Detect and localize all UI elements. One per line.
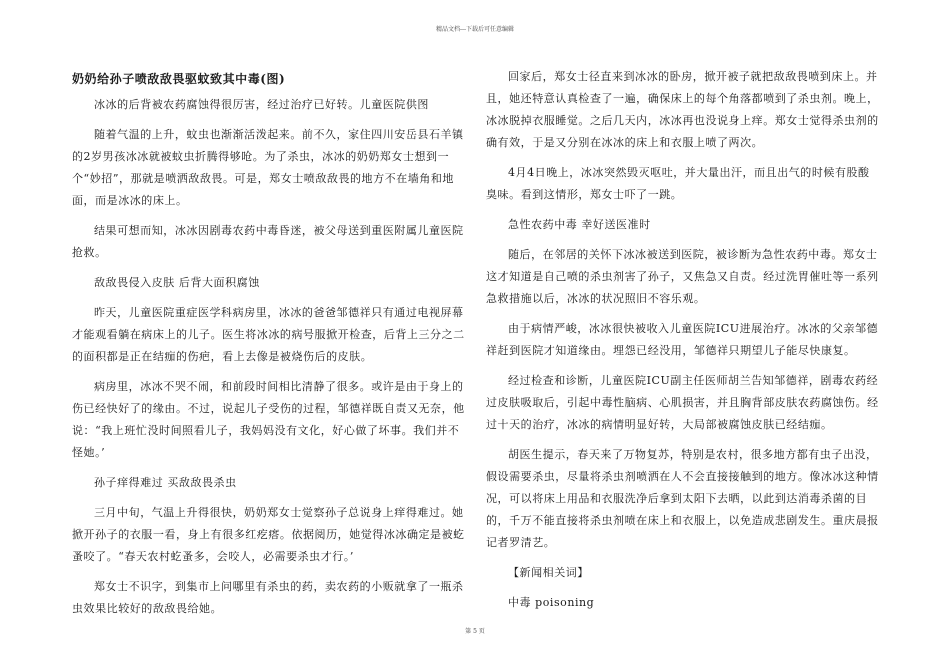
paragraph: 三月中旬，气温上升得很快，奶奶郑女士觉察孙子总说身上痒得难过。她掀开孙子的衣服一看，身上有很多红疙瘩。依据阅历，她觉得冰冰确定是被虼蚤咬了。“春天农村虼蚤多，会咬人，必需要杀虫才行。’ bbox=[72, 506, 465, 563]
subheading: 敌敌畏侵入皮肤 后背大面积腐蚀 bbox=[94, 276, 260, 289]
paragraph: 随着气温的上升，蚊虫也渐渐活泼起来。前不久，家住四川安岳县石羊镇的2岁男孩冰冰就被蚊虫折腾得够呛。为了杀虫，冰冰的奶奶郑女士想到一个“妙招”，那就是喷洒敌敌畏。可是，郑女士喷敌敌畏的地方不在墙角和地面，而是冰冰的床上。 bbox=[72, 128, 464, 207]
paragraph: 由于病情严峻，冰冰很快被收入儿童医院ICU进展治疗。冰冰的父亲邹德祥赶到医院才知道缘由。埋怨已经没用，邹德祥只期望儿子能尽快康复。 bbox=[486, 322, 879, 357]
related-term: 中毒 poisoning bbox=[508, 596, 595, 609]
paragraph: 回家后，郑女士径直来到冰冰的卧房，掀开被子就把敌敌畏喷到床上。并且，她还特意认真检查了一遍，确保床上的每个角落都喷到了杀虫剂。晚上，冰冰脱掉衣服睡觉。之后几天内，冰冰再也没说身上痒。郑女士觉得杀虫剂的确有效，于是又分别在冰冰的床上和衣服上喷了两次。 bbox=[486, 70, 879, 149]
paragraph: 经过检查和诊断，儿童医院ICU副主任医师胡兰告知邹德祥，剧毒农药经过皮肤吸取后，引起中毒性脑病、心肌损害，并且胸背部皮肤农药腐蚀伤。经过十天的治疗，冰冰的病情明显好转，大局部被腐蚀皮肤已经结痂。 bbox=[486, 374, 879, 431]
paragraph: 病房里，冰冰不哭不闹，和前段时间相比清静了很多。或许是由于身上的伤已经快好了的缘由。不过，说起儿子受伤的过程，邹德祥既自责又无奈，他说：“我上班忙没时间照看儿子，我妈妈没有文化，好心做了坏事。我们并不怪她。’ bbox=[72, 380, 465, 459]
page-header: 精品文档---下载后可任意编辑 bbox=[435, 26, 515, 33]
related-terms-heading: 【新闻相关词】 bbox=[508, 566, 589, 579]
subheading: 急性农药中毒 幸好送医准时 bbox=[508, 218, 651, 231]
paragraph: 胡医生提示，春天来了万物复苏，特别是农村，很多地方都有虫子出没，假设需要杀虫，尽量将杀虫剂喷洒在人不会直接接触到的地方。像冰冰这种情况，可以将床上用品和衣服洗净后拿到太阳下去晒，以此到达消毒杀菌的目的，千万不能直接将杀虫剂喷在床上和衣服上，以免造成悲剧发生。重庆晨报记者罗清艺。 bbox=[486, 448, 879, 549]
article-title: 奶奶给孙子喷敌敌畏驱蚊致其中毒(图) bbox=[72, 72, 286, 86]
paragraph: 郑女士不识字，到集市上问哪里有杀虫的药，卖农药的小贩就拿了一瓶杀虫效果比较好的敌敌畏给她。 bbox=[72, 580, 464, 615]
page-number: 第 5 页 bbox=[465, 628, 485, 635]
subheading: 孙子痒得难过 买敌敌畏杀虫 bbox=[94, 476, 237, 489]
paragraph: 昨天，儿童医院重症医学科病房里，冰冰的爸爸邹德祥只有通过电视屏幕才能观看躺在病床上的儿子。医生将冰冰的病号服掀开检查，后背上三分之二的面积都是正在结痂的伤疤，看上去像是被烧伤后的皮肤。 bbox=[72, 306, 465, 363]
left-column bbox=[72, 68, 467, 628]
paragraph: 结果可想而知，冰冰因剧毒农药中毒昏迷，被父母送到重医附属儿童医院抢救。 bbox=[72, 224, 464, 259]
right-column bbox=[486, 66, 881, 622]
paragraph: 随后，在邻居的关怀下冰冰被送到医院，被诊断为急性农药中毒。郑女士这才知道是自己喷的杀虫剂害了孙子，又焦急又自责。经过洗胃催吐等一系列急救措施以后，冰冰的状况照旧不容乐观。 bbox=[486, 248, 879, 305]
paragraph: 4月4日晚上，冰冰突然毁灭呕吐，并大量出汗，而且出气的时候有股酸臭味。看到这情形，郑女士吓了一跳。 bbox=[486, 166, 870, 201]
paragraph: 冰冰的后背被农药腐蚀得很厉害，经过治疗已好转。儿童医院供图 bbox=[94, 98, 429, 111]
